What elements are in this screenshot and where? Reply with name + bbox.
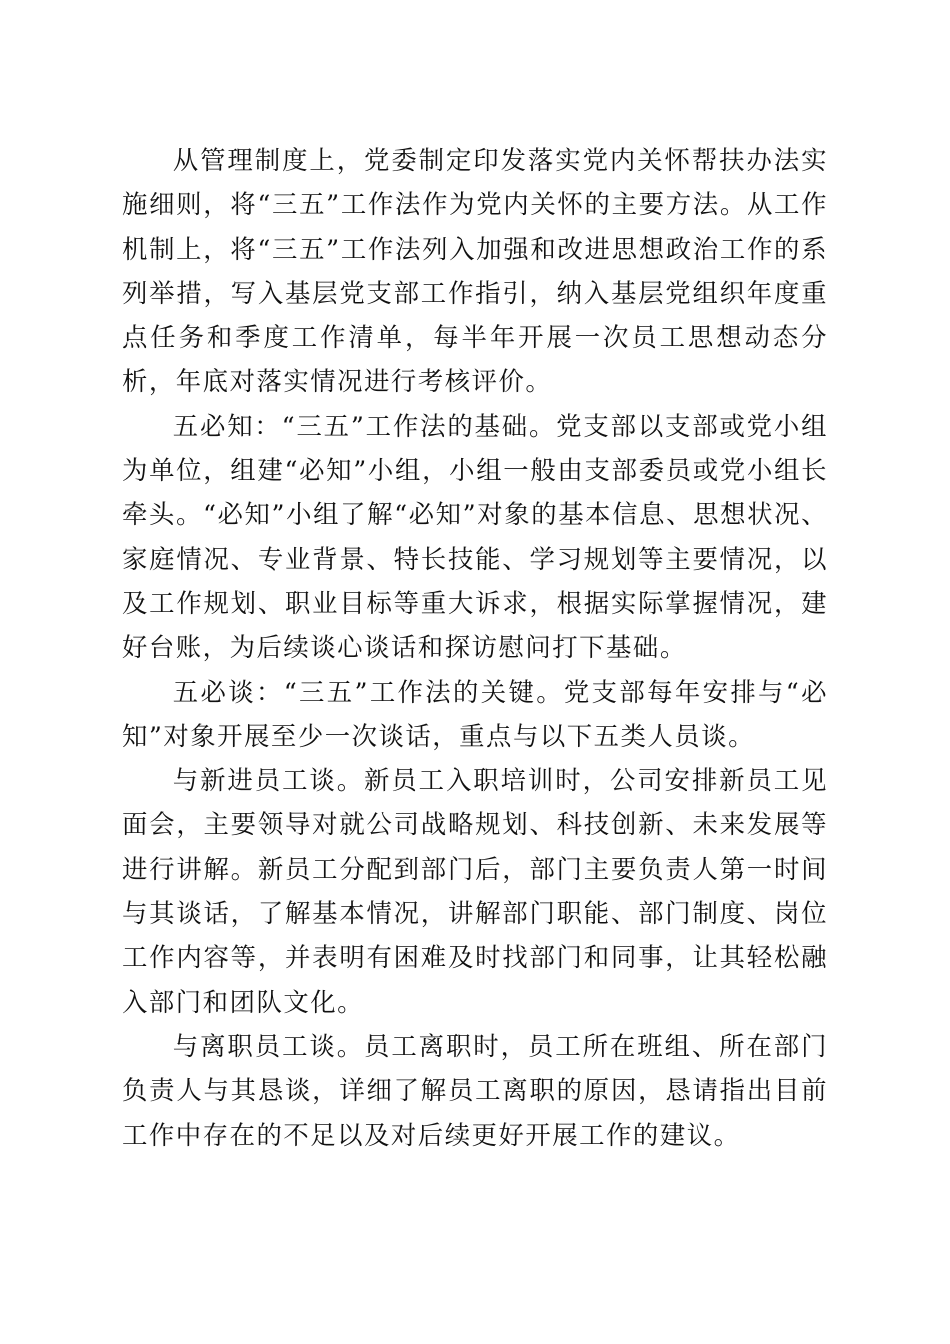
paragraph-five-must-know: 五必知：“三五”工作法的基础。党支部以支部或党小组为单位，组建“必知”小组，小组一般由支部委员或党小组长牵头。“必知”小组了解“必知”对象的基本信息、思想状况、家庭情况、专业背景、特长技能、学习规划等主要情况，以及工作规划、职业目标等重大诉求，根据实际掌握情况，建好台账，为后续谈心谈话和探访慰问打下基础。 (122, 410, 828, 663)
paragraph-management-system: 从管理制度上，党委制定印发落实党内关怀帮扶办法实施细则，将“三五”工作法作为党内关怀的主要方法。从工作机制上，将“三五”工作法列入加强和改进思想政治工作的系列举措，写入基层党支部工作指引，纳入基层党组织年度重点任务和季度工作清单，每半年开展一次员工思想动态分析，年底对落实情况进行考核评价。 (122, 145, 828, 397)
paragraph-talk-new-employees: 与新进员工谈。新员工入职培训时，公司安排新员工见面会，主要领导对就公司战略规划、科技创新、未来发展等进行讲解。新员工分配到部门后，部门主要负责人第一时间与其谈话，了解基本情况，讲解部门职能、部门制度、岗位工作内容等，并表明有困难及时找部门和同事，让其轻松融入部门和团队文化。 (122, 765, 828, 1017)
paragraph-five-must-talk: 五必谈：“三五”工作法的关键。党支部每年安排与“必知”对象开展至少一次谈话，重点与以下五类人员谈。 (122, 676, 828, 751)
document-body (122, 138, 828, 1157)
paragraph-talk-departing-employees: 与离职员工谈。员工离职时，员工所在班组、所在部门负责人与其恳谈，详细了解员工离职的原因，恳请指出目前工作中存在的不足以及对后续更好开展工作的建议。 (122, 1030, 828, 1150)
